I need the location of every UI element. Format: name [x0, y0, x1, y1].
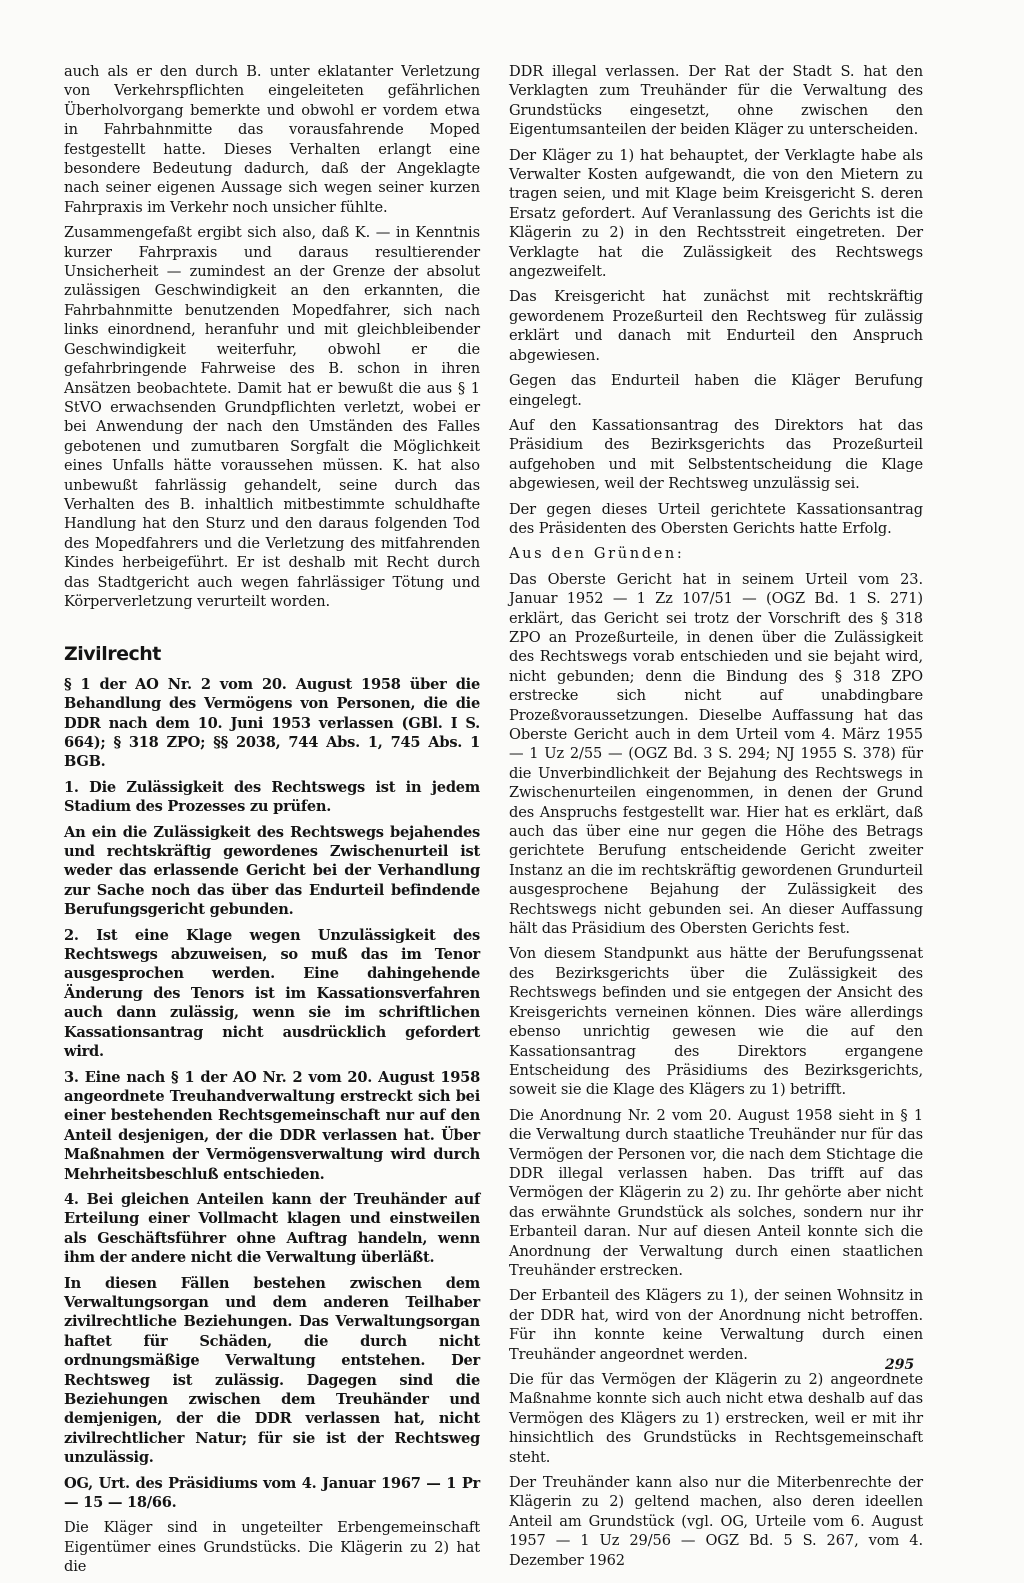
- paragraph: Der Erbanteil des Klägers zu 1), der seinen Wohnsitz in der DDR hat, wird von der Anordnung nicht betroffen. Für ihn konnte keine Verwaltung durch einen Treuhänder angeordnet werden.: [509, 1287, 923, 1363]
- page-number: 295: [885, 1357, 915, 1373]
- headnote-4: 4. Bei gleichen Anteilen kann der Treuhänder auf Erteilung einer Vollmacht klagen und einstweilen als Geschäftsführer ohne Auftrag handeln, wenn ihm der andere nicht die Verwaltung überläßt.: [64, 1190, 480, 1267]
- paragraph: Gegen das Endurteil haben die Kläger Berufung eingelegt.: [509, 372, 923, 409]
- paragraph: Der Kläger zu 1) hat behauptet, der Verklagte habe als Verwalter Kosten aufgewandt, die von den Mietern zu tragen seien, und mit Klage beim Kreisgericht S. deren Ersatz gefordert. Auf Veranlassung des Gerichts ist die Klägerin zu 2) in den Rechtsstreit eingetreten. Der Verklagte hat die Zulässigkeit des Rechtswegs angezweifelt.: [509, 146, 923, 281]
- headnote-1b: An ein die Zulässigkeit des Rechtswegs bejahendes und rechtskräftig gewordenes Zwischenurteil ist weder das erlassende Gericht bei der Verhandlung zur Sache noch das über das Endurteil befindende Berufungsgericht gebunden.: [64, 823, 480, 919]
- paragraph: Zusammengefaßt ergibt sich also, daß K. — in Kenntnis kurzer Fahrpraxis und daraus resultierender Unsicherheit — zumindest an der Grenze der absolut zulässigen Geschwindigkeit an den erkannten, die Fahrbahnmitte benutzenden Mopedfahrer, sich nach links einordnend, heranfuhr und mit gleichbleibender Geschwindigkeit weiterfuhr, obwohl er die gefahrbringende Fahrweise des B. schon in ihren Ansätzen beobachtete. Damit hat er bewußt die aus § 1 StVO erwachsenden Grundpflichten verletzt, wobei er bei Anwendung der nach den Umständen des Falles gebotenen und zumutbaren Sorgfalt die Möglichkeit eines Unfalls hätte voraussehen müssen. K. hat also unbewußt fahrlässig gehandelt, seine durch das Verhalten des B. inhaltlich mitbestimmte schuldhafte Handlung hat den Sturz und den daraus folgenden Tod des Mopedfahrers und die Verletzung des mitfahrenden Kindes herbeigeführt. Er ist deshalb mit Recht durch das Stadtgericht auch wegen fahrlässiger Tötung und Körperverletzung verurteilt worden.: [64, 224, 480, 610]
- case-citation: OG, Urt. des Präsidiums vom 4. Januar 1967 — 1 Pr — 15 — 18/66.: [64, 1474, 480, 1512]
- paragraph: Der gegen dieses Urteil gerichtete Kassationsantrag des Präsidenten des Obersten Gerichts hatte Erfolg.: [509, 500, 923, 537]
- right-column: [509, 62, 923, 1576]
- paragraph: Das Oberste Gericht hat in seinem Urteil vom 23. Januar 1952 — 1 Zz 107/51 — (OGZ Bd. 1 S. 271) erklärt, das Gericht sei trotz der Vorschrift des § 318 ZPO an Prozeßurteile, in denen über die Zulässigkeit des Rechtswegs vorab entschieden und sie bejaht wird, nicht gebunden; denn die Bindung des § 318 ZPO erstrecke sich nicht auf unabdingbare Prozeßvoraussetzungen. Dieselbe Auffassung hat das Oberste Gericht auch in dem Urteil vom 4. März 1955 — 1 Uz 2/55 — (OGZ Bd. 3 S. 294; NJ 1955 S. 378) für die Unverbindlichkeit der Bejahung des Rechtswegs in Zwischenurteilen eingenommen, in denen der Grund des Anspruchs festgestellt war. Hier hat es erklärt, daß auch das über eine nur gegen die Höhe des Betrags gerichtete Berufung entscheidende Gericht zweiter Instanz an die im rechtskräftig gewordenen Grundurteil ausgesprochene Bejahung der Zulässigkeit des Rechtswegs nicht gebunden sei. An dieser Auffassung hält das Präsidium des Obersten Gerichts fest.: [509, 570, 923, 938]
- section-heading: Zivilrecht: [64, 643, 161, 666]
- paragraph: DDR illegal verlassen. Der Rat der Stadt S. hat den Verklagten zum Treuhänder für die Verwaltung des Grundstücks eingesetzt, ohne zwischen den Eigentumsanteilen der beiden Kläger zu unterscheiden.: [509, 63, 923, 139]
- subheading: Aus den Gründen:: [509, 545, 685, 563]
- left-column: [64, 62, 480, 1583]
- paragraph: Die Kläger sind in ungeteilter Erbengemeinschaft Eigentümer eines Grundstücks. Die Klägerin zu 2) hat die: [64, 1519, 480, 1576]
- paragraph: Von diesem Standpunkt aus hätte der Berufungssenat des Bezirksgerichts über die Zulässigkeit des Rechtswegs befinden und sie entgegen der Ansicht des Kreisgerichts verneinen können. Dies wäre allerdings ebenso unrichtig gewesen wie die auf den Kassationsantrag des Direktors ergangene Entscheidung des Präsidiums des Bezirksgerichts, soweit sie die Klage des Klägers zu 1) betrifft.: [509, 945, 923, 1099]
- headnote-3: 3. Eine nach § 1 der AO Nr. 2 vom 20. August 1958 angeordnete Treuhandverwaltung erstreckt sich bei einer bestehenden Rechtsgemeinschaft nur auf den Anteil desjenigen, der die DDR verlassen hat. Über Maßnahmen der Vermögensverwaltung wird durch Mehrheitsbeschluß entschieden.: [64, 1068, 480, 1183]
- paragraph: Das Kreisgericht hat zunächst mit rechtskräftig gewordenem Prozeßurteil den Rechtsweg für zulässig erklärt und danach mit Endurteil den Anspruch abgewiesen.: [509, 288, 923, 364]
- legal-norms: § 1 der AO Nr. 2 vom 20. August 1958 über die Behandlung des Vermögens von Personen, die die DDR nach dem 10. Juni 1953 verlassen (GBl. I S. 664); § 318 ZPO; §§ 2038, 744 Abs. 1, 745 Abs. 1 BGB.: [64, 675, 480, 771]
- headnote-1: 1. Die Zulässigkeit des Rechtswegs ist in jedem Stadium des Prozesses zu prüfen.: [64, 778, 480, 816]
- paragraph: Die Anordnung Nr. 2 vom 20. August 1958 sieht in § 1 die Verwaltung durch staatliche Treuhänder nur für das Vermögen der Personen vor, die nach dem Stichtage die DDR illegal verlassen haben. Das trifft auf das Vermögen der Klägerin zu 2) zu. Ihr gehörte aber nicht das erwähnte Grundstück als solches, sondern nur ihr Erbanteil daran. Nur auf diesen Anteil konnte sich die Anordnung der Verwaltung durch einen staatlichen Treuhänder erstrecken.: [509, 1106, 923, 1279]
- paragraph: Die für das Vermögen der Klägerin zu 2) angeordnete Maßnahme konnte sich auch nicht etwa deshalb auf das Vermögen des Klägers zu 1) erstrecken, weil er mit ihr hinsichtlich des Grundstücks in Rechtsgemeinschaft steht.: [509, 1371, 923, 1466]
- headnote-2: 2. Ist eine Klage wegen Unzulässigkeit des Rechtswegs abzuweisen, so muß das im Tenor ausgesprochen werden. Eine dahingehende Änderung des Tenors ist im Kassationsverfahren auch dann zulässig, wenn sie im schriftlichen Kassationsantrag nicht ausdrücklich gefordert wird.: [64, 926, 480, 1061]
- paragraph: Der Treuhänder kann also nur die Miterbenrechte der Klägerin zu 2) geltend machen, also deren ideellen Anteil am Grundstück (vgl. OG, Urteile vom 6. August 1957 — 1 Uz 29/56 — OGZ Bd. 5 S. 267, vom 4. Dezember 1962: [509, 1474, 923, 1569]
- headnote-4b: In diesen Fällen bestehen zwischen dem Verwaltungsorgan und dem anderen Teilhaber zivilrechtliche Beziehungen. Das Verwaltungsorgan haftet für Schäden, die durch nicht ordnungsmäßige Verwaltung entstehen. Der Rechtsweg ist zulässig. Dagegen sind die Beziehungen zwischen dem Treuhänder und demjenigen, der die DDR verlassen hat, nicht zivilrechtlicher Natur; für sie ist der Rechtsweg unzulässig.: [64, 1274, 480, 1467]
- paragraph: auch als er den durch B. unter eklatanter Verletzung von Verkehrspflichten eingeleiteten gefährlichen Überholvorgang bemerkte und obwohl er vordem etwa in Fahrbahnmitte das vorausfahrende Moped festgestellt hatte. Dieses Verhalten erlangt eine besondere Bedeutung dadurch, daß der Angeklagte nach seiner eigenen Aussage sich wegen seiner kurzen Fahrpraxis im Verkehr noch unsicher fühlte.: [64, 63, 480, 216]
- paragraph: Auf den Kassationsantrag des Direktors hat das Präsidium des Bezirksgerichts das Prozeßurteil aufgehoben und mit Selbstentscheidung die Klage abgewiesen, weil der Rechtsweg unzulässig sei.: [509, 416, 923, 493]
